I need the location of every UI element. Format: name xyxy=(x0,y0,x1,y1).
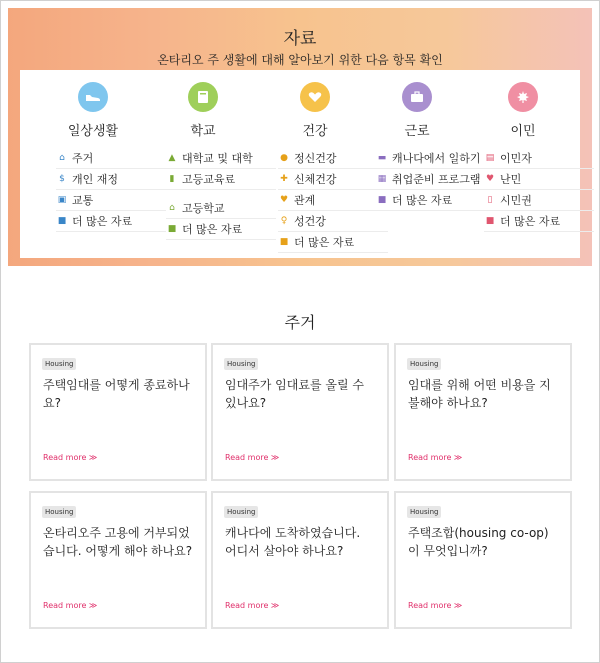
read-more-link[interactable]: Read more ≫ xyxy=(43,453,98,462)
category-label[interactable]: 학교 xyxy=(190,124,216,139)
link-label: 더 많은 자료 xyxy=(182,223,243,236)
maple-leaf-icon[interactable] xyxy=(508,82,538,112)
link-label: 더 많은 자료 xyxy=(294,236,355,249)
category-panel xyxy=(20,70,580,258)
read-more-link[interactable]: Read more ≫ xyxy=(43,601,98,610)
dollar-icon: $ xyxy=(59,174,65,184)
category-label[interactable]: 근로 xyxy=(404,124,430,139)
link-transportation[interactable] xyxy=(56,190,166,211)
link-high-school[interactable] xyxy=(166,198,276,219)
link-label: 더 많은 자료 xyxy=(500,215,561,228)
medkit-icon: ✚ xyxy=(280,174,288,184)
link-more-resources[interactable] xyxy=(484,211,594,232)
category-badge: Housing xyxy=(224,506,258,518)
link-label: 캐나다에서 일하기 xyxy=(392,152,481,165)
read-more-link[interactable]: Read more ≫ xyxy=(225,453,280,462)
file-icon: ■ xyxy=(167,224,177,234)
passport-icon: ▯ xyxy=(487,195,493,205)
read-more-link[interactable]: Read more ≫ xyxy=(225,601,280,610)
link-refugees[interactable] xyxy=(484,169,594,190)
id-card-icon: ▤ xyxy=(485,153,495,163)
link-relationships[interactable] xyxy=(278,190,388,211)
article-card[interactable] xyxy=(394,343,572,481)
card-title: 주택임대를 어떻게 종료하나요? xyxy=(43,378,190,410)
link-label: 난민 xyxy=(500,173,522,186)
resources-hero xyxy=(8,8,592,266)
link-mental-health[interactable] xyxy=(278,148,388,169)
link-label: 고등교육료 xyxy=(182,173,236,186)
link-label: 대학교 및 대학 xyxy=(182,152,253,165)
file-icon: ■ xyxy=(377,195,387,205)
article-card[interactable] xyxy=(29,491,207,629)
bus-icon: ▣ xyxy=(57,195,67,205)
article-card[interactable] xyxy=(211,491,389,629)
category-badge: Housing xyxy=(407,358,441,370)
category-badge: Housing xyxy=(224,358,258,370)
link-tuition[interactable] xyxy=(166,169,276,190)
heart-icon: ♥ xyxy=(485,174,495,184)
link-label: 관계 xyxy=(294,194,316,207)
link-label: 고등학교 xyxy=(182,202,225,215)
book-icon[interactable] xyxy=(188,82,218,112)
category-label[interactable]: 이민 xyxy=(510,124,536,139)
link-citizenship[interactable] xyxy=(484,190,594,211)
category-label[interactable]: 건강 xyxy=(302,124,328,139)
link-work-in-canada[interactable] xyxy=(376,148,494,169)
link-university-college[interactable] xyxy=(166,148,276,169)
link-label: 개인 재정 xyxy=(72,173,119,186)
file-icon: ■ xyxy=(279,237,289,247)
briefcase-icon[interactable] xyxy=(402,82,432,112)
link-label: 주거 xyxy=(72,152,94,165)
link-more-resources[interactable] xyxy=(278,232,388,253)
category-badge: Housing xyxy=(42,506,76,518)
card-title: 임대를 위해 어떤 비용을 지불해야 하나요? xyxy=(408,378,551,410)
link-personal-finance[interactable] xyxy=(56,169,166,190)
category-label[interactable]: 일상생활 xyxy=(67,124,119,139)
pin-icon: ♀ xyxy=(280,216,288,226)
graduation-cap-icon: ▲ xyxy=(168,153,176,163)
link-more-resources[interactable] xyxy=(376,190,494,211)
card-title: 온타리오주 고용에 거부되었습니다. 어떻게 해야 하나요? xyxy=(43,526,193,558)
article-card[interactable] xyxy=(394,491,572,629)
file-icon: ■ xyxy=(485,216,495,226)
read-more-link[interactable]: Read more ≫ xyxy=(408,453,463,462)
card-title: 캐나다에 도착하였습니다. 어디서 살아야 하나요? xyxy=(225,526,361,558)
shoe-icon[interactable] xyxy=(78,82,108,112)
link-housing[interactable] xyxy=(56,148,166,169)
category-badge: Housing xyxy=(407,506,441,518)
heart-icon[interactable] xyxy=(300,82,330,112)
link-physical-health[interactable] xyxy=(278,169,388,190)
link-label: 시민권 xyxy=(500,194,532,207)
link-immigrants[interactable] xyxy=(484,148,594,169)
link-label: 성건강 xyxy=(294,215,326,228)
link-more-resources[interactable] xyxy=(166,219,276,240)
link-label: 이민자 xyxy=(500,152,532,165)
link-label: 교통 xyxy=(72,194,94,207)
card-title: 주택조합(housing co-op)이 무엇입니까? xyxy=(408,526,549,558)
link-label: 신체건강 xyxy=(294,173,337,186)
category-badge: Housing xyxy=(42,358,76,370)
grid-icon: ▦ xyxy=(377,174,387,184)
smile-icon: ● xyxy=(280,153,288,163)
heart-icon: ♥ xyxy=(279,195,289,205)
book-icon: ▮ xyxy=(169,174,175,184)
link-label: 더 많은 자료 xyxy=(72,215,133,228)
article-card[interactable] xyxy=(211,343,389,481)
link-employment-programs[interactable] xyxy=(376,169,494,190)
link-label: 더 많은 자료 xyxy=(392,194,453,207)
school-icon: ⌂ xyxy=(169,203,175,213)
home-icon: ⌂ xyxy=(59,153,65,163)
card-title: 임대주가 임대료를 올릴 수 있나요? xyxy=(225,378,364,410)
section-title: 주거 xyxy=(284,313,316,332)
hero-title: 자료 xyxy=(283,29,317,49)
link-label: 취업준비 프로그램 xyxy=(392,173,481,186)
read-more-link[interactable]: Read more ≫ xyxy=(408,601,463,610)
link-sexual-health[interactable] xyxy=(278,211,388,232)
hero-subtitle: 온타리오 주 생활에 대해 알아보기 위한 다음 항목 확인 xyxy=(157,53,443,67)
link-more-resources[interactable] xyxy=(56,211,166,232)
link-label: 정신건강 xyxy=(294,152,337,165)
article-card[interactable] xyxy=(29,343,207,481)
briefcase-icon: ▬ xyxy=(377,153,387,163)
file-icon: ■ xyxy=(57,216,67,226)
